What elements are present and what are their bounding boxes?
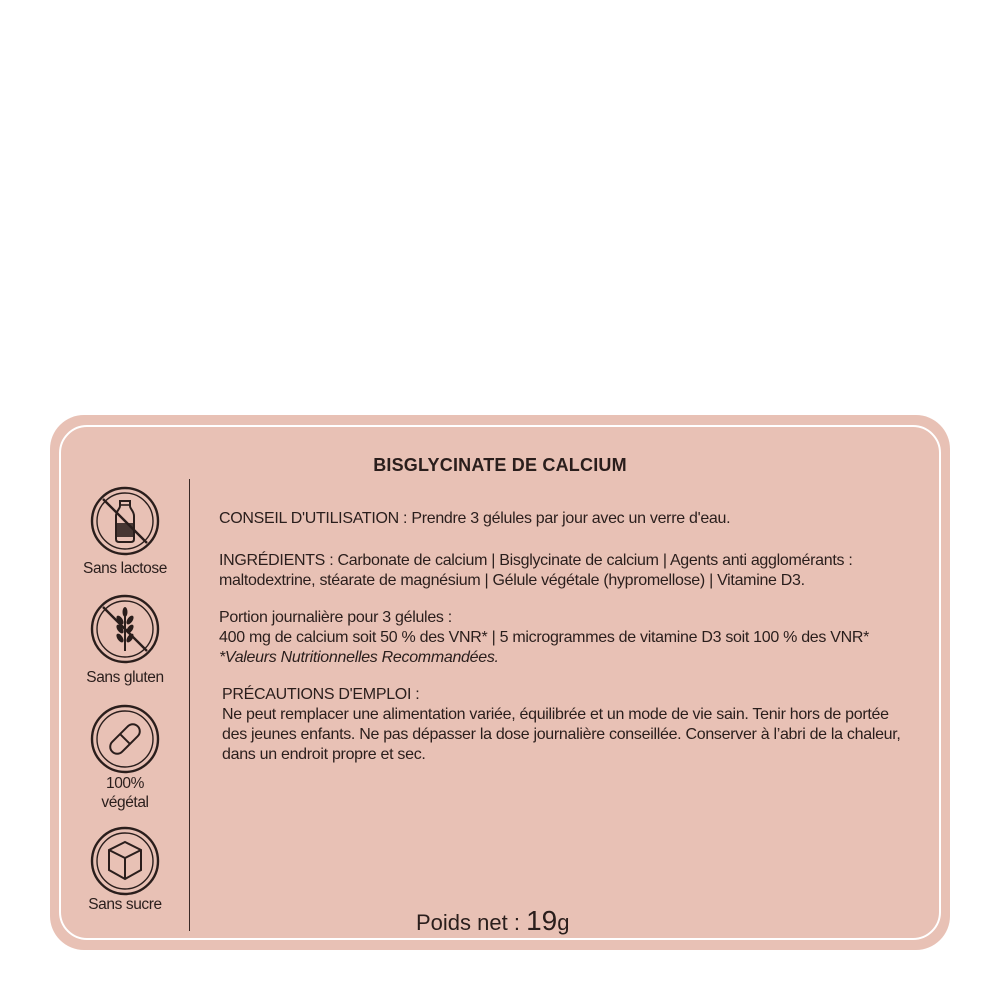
- usage-heading: CONSEIL D'UTILISATION :: [219, 510, 408, 527]
- icon-label-vegetal-percent: 100%: [105, 775, 145, 792]
- vertical-divider: [189, 479, 190, 931]
- usage-section: [219, 509, 909, 529]
- portion-heading: Portion journalière pour 3 gélules :: [219, 609, 452, 626]
- ingredients-heading: INGRÉDIENTS :: [219, 552, 334, 569]
- net-weight-value: 19: [526, 905, 558, 936]
- product-label: [50, 415, 950, 950]
- product-title: BISGLYCINATE DE CALCIUM: [373, 455, 627, 475]
- icon-label-sans-lactose: Sans lactose: [83, 560, 167, 577]
- icon-label-vegetal: végétal: [101, 794, 149, 811]
- sugar-cube-icon: [89, 825, 161, 897]
- portion-note: *Valeurs Nutritionnelles Recommandées.: [219, 649, 499, 666]
- net-weight-label: Poids net :: [416, 910, 527, 935]
- icon-column: [61, 427, 189, 938]
- precautions-heading: PRÉCAUTIONS D'EMPLOI :: [222, 686, 420, 703]
- net-weight-unit: g: [557, 910, 570, 935]
- portion-section: [219, 608, 909, 668]
- net-weight: [416, 905, 569, 937]
- label-inner-border: [59, 425, 941, 940]
- portion-text: 400 mg de calcium soit 50 % des VNR* | 5 microgrammes de vitamine D3 soit 100 % des VNR*: [219, 629, 870, 646]
- ingredients-text: Carbonate de calcium | Bisglycinate de calcium | Agents anti agglomérants : maltodextrine, stéarate de magnésium | Gélule végétale (hypromellose) | Vitamine D3.: [219, 552, 853, 589]
- usage-text: Prendre 3 gélules par jour avec un verre d'eau.: [407, 510, 731, 527]
- label-content: [219, 509, 909, 765]
- no-gluten-wheat-icon: [89, 593, 161, 665]
- precautions-section: [219, 685, 909, 765]
- capsule-icon: [89, 703, 161, 775]
- ingredients-section: [219, 551, 909, 591]
- icon-label-sans-sucre: Sans sucre: [88, 896, 162, 913]
- icon-label-sans-gluten: Sans gluten: [86, 669, 164, 686]
- no-lactose-bottle-icon: [89, 485, 161, 557]
- precautions-text: Ne peut remplacer une alimentation variée, équilibrée et un mode de vie sain. Tenir hors de portée des jeunes enfants. Ne pas dépasser la dose journalière conseillée. Conserver à l’abri de la chaleur, dans un endroit propre et sec.: [222, 706, 901, 763]
